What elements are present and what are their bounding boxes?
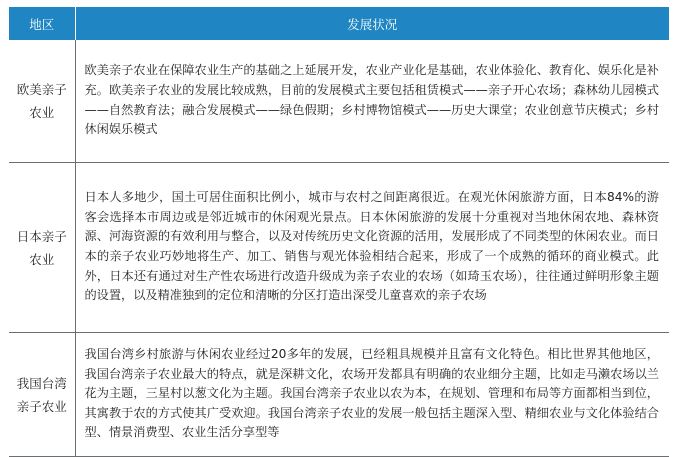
region-comparison-table	[9, 7, 669, 457]
table-row	[9, 333, 669, 457]
table-body	[9, 40, 669, 457]
region-label: 我国台湾亲子农业	[16, 375, 67, 414]
region-cell	[9, 163, 75, 333]
region-label: 日本亲子农业	[16, 228, 67, 267]
header-status: 发展状况	[75, 7, 669, 40]
region-cell	[9, 333, 75, 457]
status-cell: 日本人多地少，国土可居住面积比例小，城市与农村之间距离很近。在观光休闲旅游方面，日本84%的游客会选择本市周边或是邻近城市的休闲观光景点。日本休闲旅游的发展十分重视对当地休闲农地、森林资源、河海资源的有效利用与整合，以及对传统历史文化资源的活用，发展形成了不同类型的休闲农业。而日本的亲子农业巧妙地将生产、加工、销售与观光体验相结合起来，形成了一个成熟的循环的商业模式。此外，日本还有通过对生产性农场进行改造升级成为亲子农业的农场（如琦玉农场），往往通过鲜明形象主题的设置，以及精准独到的定位和清晰的分区打造出深受儿童喜欢的亲子农场	[75, 163, 669, 333]
status-cell: 我国台湾乡村旅游与休闲农业经过20多年的发展，已经粗具规模并且富有文化特色。相比世界其他地区，我国台湾亲子农业最大的特点，就是深耕文化，农场开发都具有明确的农业细分主题，比如走马濑农场以兰花为主题，三星村以葱文化为主题。我国台湾亲子农业以农为本，在规划、管理和布局等方面都相当到位，其寓教于农的方式使其广受欢迎。我国台湾亲子农业的发展一般包括主题深入型、精细农业与文化体验结合型、情景消费型、农业生活分享型等	[75, 333, 669, 457]
table-header	[9, 7, 669, 40]
region-label: 欧美亲子农业	[16, 82, 67, 120]
region-cell	[9, 40, 75, 163]
header-row	[9, 7, 669, 40]
table-row	[9, 163, 669, 333]
table-row	[9, 40, 669, 163]
header-region: 地区	[9, 7, 75, 40]
status-cell: 欧美亲子农业在保障农业生产的基础之上延展开发，农业产业化是基础，农业体验化、教育化、娱乐化是补充。欧美亲子农业的发展比较成熟，目前的发展模式主要包括租赁模式——亲子开心农场；森林幼儿园模式——自然教育法；融合发展模式——绿色假期；乡村博物馆模式——历史大课堂；农业创意节庆模式；乡村休闲娱乐模式	[75, 40, 669, 163]
